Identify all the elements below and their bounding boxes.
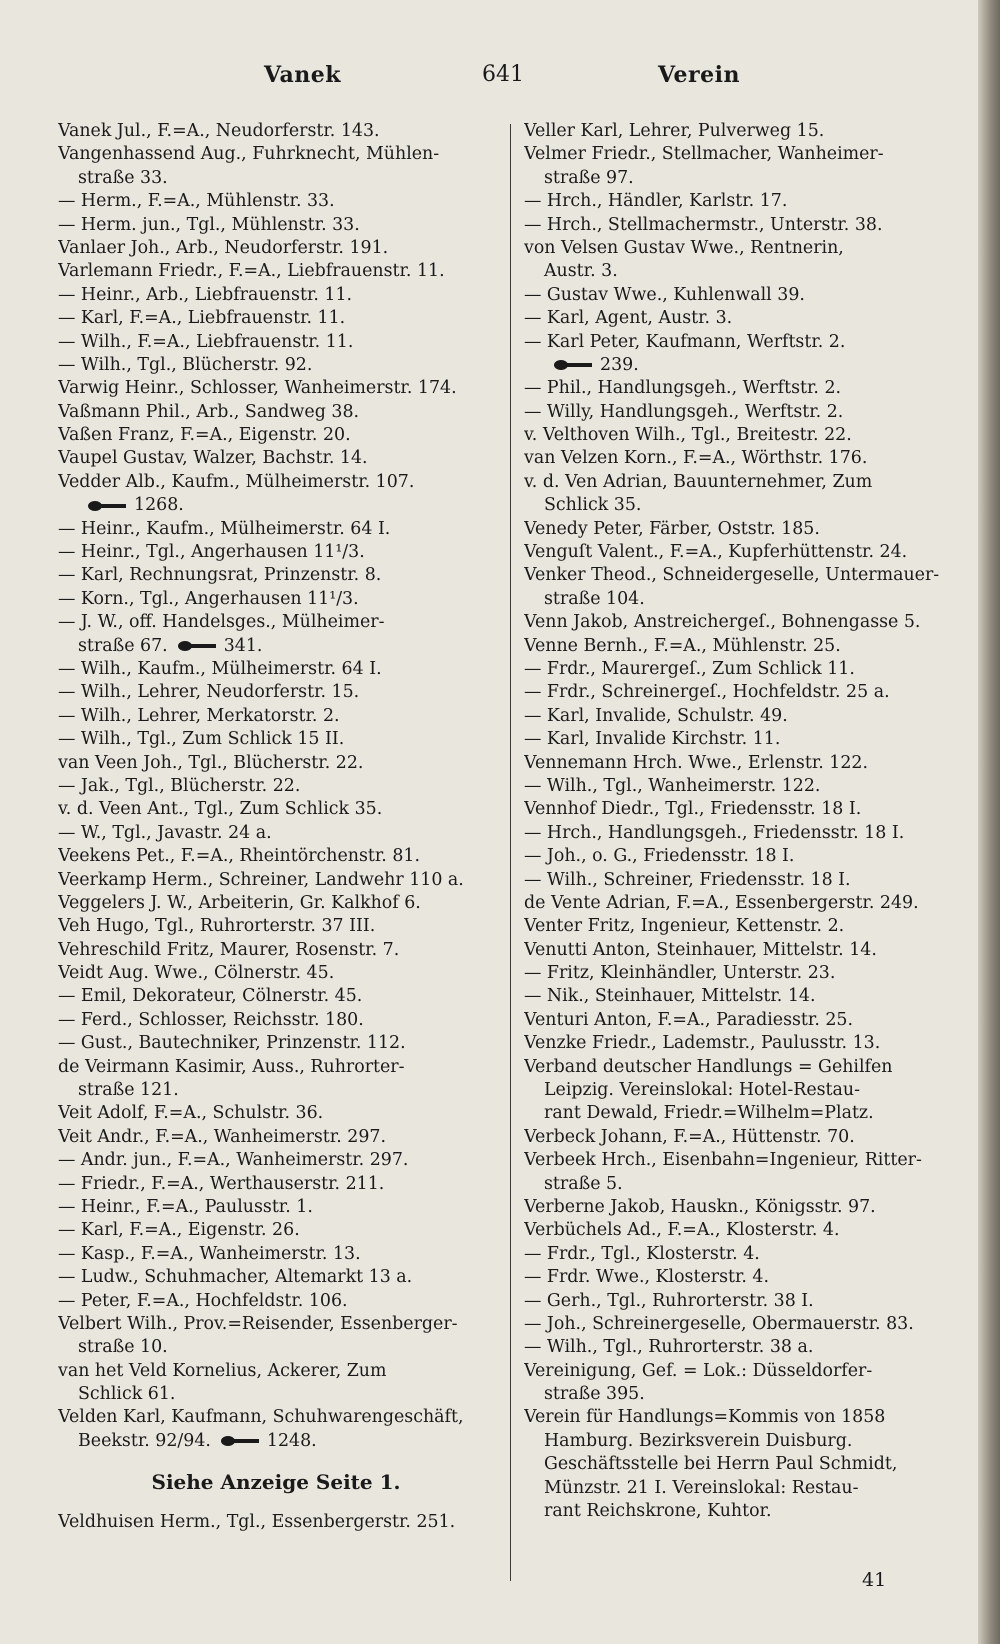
directory-entry	[58, 611, 494, 634]
directory-entry	[58, 143, 494, 166]
directory-entry	[524, 1079, 962, 1102]
directory-entry	[58, 1173, 494, 1196]
entry-text: Verein für Handlungs=Kommis von 1858	[524, 1407, 886, 1428]
directory-entry	[58, 1266, 494, 1289]
directory-entry	[524, 214, 962, 237]
directory-entry	[524, 424, 962, 447]
page-number: 641	[482, 62, 524, 87]
entry-text: Venne Bernh., F.=A., Mühlenstr. 25.	[524, 635, 841, 656]
entry-text: — Phil., Handlungsgeh., Werftstr. 2.	[524, 378, 842, 399]
directory-entry	[58, 1290, 494, 1313]
directory-entry	[524, 822, 962, 845]
entry-text: Verband deutscher Handlungs = Gehilfen	[524, 1056, 893, 1077]
directory-entry	[524, 869, 962, 892]
directory-entry	[58, 167, 494, 190]
directory-entry	[58, 377, 494, 400]
directory-entry	[58, 728, 494, 751]
directory-entry	[58, 588, 494, 611]
directory-entry	[524, 564, 962, 587]
entry-text: straße 5.	[544, 1173, 623, 1194]
directory-entry	[524, 1406, 962, 1429]
phone-number: 1248.	[266, 1430, 317, 1451]
directory-entry	[524, 1056, 962, 1079]
entry-text: — Gust., Bautechniker, Prinzenstr. 112.	[58, 1033, 406, 1054]
telephone-icon	[554, 358, 594, 372]
directory-entry	[524, 1336, 962, 1359]
directory-entry	[524, 494, 962, 517]
entry-text: — J. W., off. Handelsges., Mülheimer-	[58, 612, 385, 633]
phone-number: 341.	[223, 635, 263, 656]
directory-entry	[58, 1430, 494, 1453]
directory-entry	[58, 237, 494, 260]
entry-text: — Herm. jun., Tgl., Mühlenstr. 33.	[58, 214, 360, 235]
directory-entry	[58, 1126, 494, 1149]
directory-entry	[58, 1079, 494, 1102]
directory-entry	[58, 962, 494, 985]
entry-text: — Herm., F.=A., Mühlenstr. 33.	[58, 191, 335, 212]
entry-text: Siehe Anzeige Seite 1.	[151, 1470, 401, 1495]
entry-text: — Peter, F.=A., Hochfeldstr. 106.	[58, 1290, 348, 1311]
left-catchword: Vanek	[264, 62, 342, 88]
entry-text: de Vente Adrian, F.=A., Essenbergerstr. 249.	[524, 892, 919, 913]
entry-text: Varlemann Friedr., F.=A., Liebfrauenstr. 11.	[58, 261, 445, 282]
directory-entry	[524, 377, 962, 400]
directory-entry	[524, 752, 962, 775]
directory-entry	[58, 845, 494, 868]
directory-entry	[58, 494, 494, 517]
entry-text: — Hrch., Handlungsgeh., Friedensstr. 18 I.	[524, 822, 905, 843]
directory-entry	[58, 1383, 494, 1406]
directory-entry	[524, 962, 962, 985]
entry-text: Varwig Heinr., Schlosser, Wanheimerstr. 174.	[58, 378, 457, 399]
entry-text: Vaßmann Phil., Arb., Sandweg 38.	[58, 401, 360, 422]
entry-text: Veit Andr., F.=A., Wanheimerstr. 297.	[58, 1126, 386, 1147]
directory-entry	[58, 1149, 494, 1172]
directory-entry	[524, 260, 962, 283]
directory-entry	[524, 401, 962, 424]
directory-entry	[524, 1266, 962, 1289]
entry-text: Geschäftsstelle bei Herrn Paul Schmidt,	[544, 1454, 898, 1475]
entry-text: — Karl, Invalide, Schulstr. 49.	[524, 705, 788, 726]
entry-text: — Karl, Invalide Kirchstr. 11.	[524, 729, 781, 750]
footer-page-number: 41	[862, 1569, 887, 1591]
directory-entry	[58, 869, 494, 892]
telephone-icon	[221, 1434, 261, 1448]
entry-text: Verbeek Hrch., Eisenbahn=Ingenieur, Ritter-	[524, 1150, 922, 1171]
directory-entry	[524, 1126, 962, 1149]
directory-entry	[524, 284, 962, 307]
entry-text: — Frdr., Schreinergeſ., Hochfeldstr. 25 a.	[524, 682, 890, 703]
entry-text: Verberne Jakob, Hauskn., Königsstr. 97.	[524, 1196, 876, 1217]
directory-entry	[58, 424, 494, 447]
entry-text: — Karl Peter, Kaufmann, Werftstr. 2.	[524, 331, 846, 352]
directory-entry	[524, 588, 962, 611]
entry-text: — Wilh., F.=A., Liebfrauenstr. 11.	[58, 331, 354, 352]
entry-text: Vaupel Gustav, Walzer, Bachstr. 14.	[58, 448, 368, 469]
entry-text: Veerkamp Herm., Schreiner, Landwehr 110 a.	[58, 869, 464, 890]
entry-text: — Emil, Dekorateur, Cölnerstr. 45.	[58, 986, 363, 1007]
entry-text: Veggelers J. W., Arbeiterin, Gr. Kalkhof 6.	[58, 892, 421, 913]
entry-text: Velden Karl, Kaufmann, Schuhwarengeschäft,	[58, 1407, 464, 1428]
directory-entry	[58, 1313, 494, 1336]
entry-text: straße 104.	[544, 588, 645, 609]
entry-text: Veller Karl, Lehrer, Pulverweg 15.	[524, 121, 825, 141]
entry-text: straße 121.	[78, 1080, 179, 1101]
entry-text: — Gustav Wwe., Kuhlenwall 39.	[524, 284, 805, 305]
entry-text: Vennhof Diedr., Tgl., Friedensstr. 18 I.	[524, 799, 862, 820]
directory-entry	[524, 985, 962, 1008]
directory-entry	[58, 775, 494, 798]
directory-entry	[524, 681, 962, 704]
entry-text: — Joh., o. G., Friedensstr. 18 I.	[524, 846, 795, 867]
entry-text: — Heinr., Tgl., Angerhausen 11¹/3.	[58, 542, 365, 563]
entry-text: — Friedr., F.=A., Werthauserstr. 211.	[58, 1173, 385, 1194]
directory-entry	[58, 564, 494, 587]
directory-entry	[524, 635, 962, 658]
directory-entry	[524, 1009, 962, 1032]
entry-text: van Veen Joh., Tgl., Blücherstr. 22.	[58, 752, 364, 773]
entry-text: — Frdr., Tgl., Klosterstr. 4.	[524, 1243, 760, 1264]
directory-entry	[524, 915, 962, 938]
entry-text: — W., Tgl., Javastr. 24 a.	[58, 822, 272, 843]
entry-text: — Jak., Tgl., Blücherstr. 22.	[58, 775, 301, 796]
entry-text: Venker Theod., Schneidergeselle, Untermauer-	[524, 565, 940, 586]
directory-entry	[524, 1453, 962, 1476]
entry-text: rant Dewald, Friedr.=Wilhelm=Platz.	[544, 1103, 874, 1124]
entry-text: — Karl, Agent, Austr. 3.	[524, 308, 733, 329]
entry-text: Vaßen Franz, F.=A., Eigenstr. 20.	[58, 425, 351, 446]
directory-entry	[58, 1219, 494, 1242]
right-column	[524, 120, 962, 1523]
entry-text: Leipzig. Vereinslokal: Hotel-Restau-	[544, 1080, 860, 1101]
entry-text: Velmer Friedr., Stellmacher, Wanheimer-	[524, 144, 884, 165]
entry-text: — Heinr., Kaufm., Mülheimerstr. 64 I.	[58, 518, 391, 539]
entry-text: Vereinigung, Gef. = Lok.: Düsseldorfer-	[524, 1360, 873, 1381]
directory-entry	[58, 331, 494, 354]
phone-number: 1268.	[134, 495, 184, 516]
directory-entry	[524, 1149, 962, 1172]
entry-text: — Karl, Rechnungsrat, Prinzenstr. 8.	[58, 565, 382, 586]
entry-text: Veit Adolf, F.=A., Schulstr. 36.	[58, 1103, 324, 1124]
directory-entry	[524, 1430, 962, 1453]
entry-text: — Heinr., Arb., Liebfrauenstr. 11.	[58, 284, 353, 305]
directory-entry	[58, 658, 494, 681]
directory-entry	[58, 1196, 494, 1219]
directory-entry	[524, 611, 962, 634]
directory-entry	[524, 354, 962, 377]
directory-entry	[524, 307, 962, 330]
entry-text: Vanlaer Joh., Arb., Neudorferstr. 191.	[58, 237, 389, 258]
entry-text: — Ludw., Schuhmacher, Altemarkt 13 a.	[58, 1267, 413, 1288]
entry-text: Veidt Aug. Wwe., Cölnerstr. 45.	[58, 963, 335, 984]
entry-text: Schlick 35.	[544, 495, 642, 516]
telephone-icon	[88, 499, 128, 513]
directory-entry	[524, 658, 962, 681]
entry-text: — Nik., Steinhauer, Mittelstr. 14.	[524, 986, 816, 1007]
directory-entry	[524, 1102, 962, 1125]
directory-entry	[524, 471, 962, 494]
entry-text: — Kasp., F.=A., Wanheimerstr. 13.	[58, 1243, 361, 1264]
entry-text: — Wilh., Schreiner, Friedensstr. 18 I.	[524, 869, 851, 890]
directory-entry	[524, 167, 962, 190]
directory-entry	[58, 1056, 494, 1079]
directory-entry	[524, 845, 962, 868]
entry-text: straße 395.	[544, 1384, 645, 1405]
directory-entry	[58, 798, 494, 821]
entry-text: — Joh., Schreinergeselle, Obermauerstr. 83.	[524, 1313, 914, 1334]
directory-entry	[524, 1290, 962, 1313]
entry-text: — Wilh., Tgl., Wanheimerstr. 122.	[524, 775, 821, 796]
directory-entry	[524, 120, 962, 143]
entry-text: — Frdr. Wwe., Klosterstr. 4.	[524, 1267, 770, 1288]
directory-entry	[58, 541, 494, 564]
directory-entry	[58, 705, 494, 728]
entry-text: Beekstr. 92/94.	[78, 1430, 211, 1451]
directory-entry	[524, 1219, 962, 1242]
directory-entry	[524, 1477, 962, 1500]
entry-text: Venedy Peter, Färber, Oststr. 185.	[524, 518, 820, 539]
entry-text: — Korn., Tgl., Angerhausen 11¹/3.	[58, 588, 359, 609]
directory-entry	[58, 190, 494, 213]
directory-entry	[58, 260, 494, 283]
entry-text: Hamburg. Bezirksverein Duisburg.	[544, 1430, 853, 1451]
directory-entry	[524, 331, 962, 354]
entry-text: van het Veld Kornelius, Ackerer, Zum	[58, 1360, 387, 1381]
directory-entry	[524, 1243, 962, 1266]
entry-text: straße 10.	[78, 1337, 168, 1358]
directory-entry	[524, 1196, 962, 1219]
telephone-icon	[178, 639, 218, 653]
entry-text: Venn Jakob, Anstreichergeſ., Bohnengasse 5.	[524, 612, 921, 633]
entry-text: Venturi Anton, F.=A., Paradiesstr. 25.	[524, 1009, 854, 1030]
entry-text: Vennemann Hrch. Wwe., Erlenstr. 122.	[524, 752, 868, 773]
entry-text: Austr. 3.	[544, 261, 618, 282]
entry-text: de Veirmann Kasimir, Auss., Ruhrorter-	[58, 1056, 405, 1077]
directory-entry	[58, 1360, 494, 1383]
directory-entry	[58, 635, 494, 658]
directory-entry	[524, 798, 962, 821]
directory-entry	[524, 1032, 962, 1055]
directory-entry	[58, 518, 494, 541]
directory-entry	[524, 892, 962, 915]
entry-text: straße 97.	[544, 167, 634, 188]
entry-text: v. d. Veen Ant., Tgl., Zum Schlick 35.	[58, 799, 383, 820]
entry-text: Vedder Alb., Kaufm., Mülheimerstr. 107.	[58, 471, 415, 492]
entry-text: Venter Fritz, Ingenieur, Kettenstr. 2.	[524, 916, 845, 937]
entry-text: — Karl, F.=A., Eigenstr. 26.	[58, 1220, 300, 1241]
directory-entry	[58, 1336, 494, 1359]
directory-entry	[58, 1243, 494, 1266]
entry-text: Veh Hugo, Tgl., Ruhrorterstr. 37 III.	[58, 916, 376, 937]
entry-text: von Velsen Gustav Wwe., Rentnerin,	[524, 237, 844, 258]
directory-entry	[58, 1009, 494, 1032]
directory-entry	[58, 892, 494, 915]
entry-text: — Gerh., Tgl., Ruhrorterstr. 38 I.	[524, 1290, 814, 1311]
phone-number: 239.	[600, 354, 639, 375]
directory-entry	[58, 120, 494, 143]
directory-entry	[524, 1360, 962, 1383]
page-edge	[978, 0, 1000, 1644]
directory-entry	[58, 1032, 494, 1055]
entry-text: straße 67.	[78, 635, 168, 656]
directory-entry	[58, 214, 494, 237]
directory-entry	[58, 401, 494, 424]
directory-entry	[58, 284, 494, 307]
entry-text: Venutti Anton, Steinhauer, Mittelstr. 14.	[524, 939, 877, 960]
entry-text: rant Reichskrone, Kuhtor.	[544, 1501, 772, 1522]
entry-text: v. d. Ven Adrian, Bauunternehmer, Zum	[524, 471, 873, 492]
directory-entry	[58, 471, 494, 494]
directory-entry	[524, 1173, 962, 1196]
entry-text: Schlick 61.	[78, 1384, 176, 1405]
entry-text: — Frdr., Maurergeſ., Zum Schlick 11.	[524, 658, 855, 679]
entry-text: — Heinr., F.=A., Paulusstr. 1.	[58, 1196, 313, 1217]
entry-text: Vehreschild Fritz, Maurer, Rosenstr. 7.	[58, 939, 400, 960]
directory-entry	[524, 1313, 962, 1336]
directory-entry	[524, 1500, 962, 1523]
entry-text: Münzstr. 21 I. Vereinslokal: Restau-	[544, 1477, 859, 1498]
right-catchword: Verein	[658, 62, 740, 88]
entry-text: Verbüchels Ad., F.=A., Klosterstr. 4.	[524, 1220, 840, 1241]
entry-text: — Wilh., Tgl., Blücherstr. 92.	[58, 354, 313, 375]
directory-entry	[58, 985, 494, 1008]
directory-entry	[524, 939, 962, 962]
entry-text: — Karl, F.=A., Liebfrauenstr. 11.	[58, 308, 346, 329]
directory-entry	[58, 354, 494, 377]
directory-entry	[524, 775, 962, 798]
entry-text: — Fritz, Kleinhändler, Unterstr. 23.	[524, 963, 836, 984]
entry-text: — Wilh., Tgl., Ruhrorterstr. 38 a.	[524, 1337, 814, 1358]
directory-entry	[58, 447, 494, 470]
directory-entry	[524, 541, 962, 564]
advert-notice	[58, 1453, 494, 1511]
entry-text: — Ferd., Schlosser, Reichsstr. 180.	[58, 1009, 364, 1030]
directory-entry	[58, 752, 494, 775]
entry-text: Vangenhassend Aug., Fuhrknecht, Mühlen-	[58, 144, 440, 165]
entry-text: — Willy, Handlungsgeh., Werftstr. 2.	[524, 401, 844, 422]
directory-entry	[524, 143, 962, 166]
entry-text: straße 33.	[78, 167, 168, 188]
entry-text: Venguſt Valent., F.=A., Kupferhüttenstr. 24.	[524, 542, 908, 563]
directory-entry	[524, 705, 962, 728]
running-header	[0, 62, 1000, 96]
directory-entry	[58, 681, 494, 704]
entry-text: Verbeck Johann, F.=A., Hüttenstr. 70.	[524, 1126, 855, 1147]
directory-entry	[58, 939, 494, 962]
entry-text: — Hrch., Händler, Karlstr. 17.	[524, 191, 788, 212]
directory-entry	[58, 915, 494, 938]
directory-entry	[58, 307, 494, 330]
directory-entry	[524, 447, 962, 470]
entry-text: Vanek Jul., F.=A., Neudorferstr. 143.	[58, 121, 380, 141]
entry-text: Velbert Wilh., Prov.=Reisender, Essenberger-	[58, 1313, 458, 1334]
directory-entry	[524, 1383, 962, 1406]
entry-text: — Hrch., Stellmachermstr., Unterstr. 38.	[524, 214, 883, 235]
directory-entry	[524, 518, 962, 541]
entry-text: v. Velthoven Wilh., Tgl., Breitestr. 22.	[524, 425, 852, 446]
left-column	[58, 120, 494, 1535]
entry-text: — Wilh., Kaufm., Mülheimerstr. 64 I.	[58, 658, 382, 679]
entry-text: Veekens Pet., F.=A., Rheintörchenstr. 81.	[58, 846, 420, 867]
directory-entry	[524, 237, 962, 260]
entry-text: van Velzen Korn., F.=A., Wörthstr. 176.	[524, 448, 868, 469]
directory-entry	[58, 822, 494, 845]
entry-text: — Andr. jun., F.=A., Wanheimerstr. 297.	[58, 1150, 409, 1171]
entry-text: Veldhuisen Herm., Tgl., Essenbergerstr. 251.	[58, 1512, 456, 1533]
entry-text: Venzke Friedr., Lademstr., Paulusstr. 13.	[524, 1033, 881, 1054]
directory-entry	[58, 1102, 494, 1125]
entry-text: — Wilh., Lehrer, Merkatorstr. 2.	[58, 705, 340, 726]
directory-entry	[58, 1406, 494, 1429]
entry-text: — Wilh., Lehrer, Neudorferstr. 15.	[58, 682, 360, 703]
directory-entry	[524, 190, 962, 213]
directory-entry	[524, 728, 962, 751]
entry-text: — Wilh., Tgl., Zum Schlick 15 II.	[58, 729, 345, 750]
column-divider	[510, 124, 511, 1581]
directory-entry	[58, 1511, 494, 1534]
